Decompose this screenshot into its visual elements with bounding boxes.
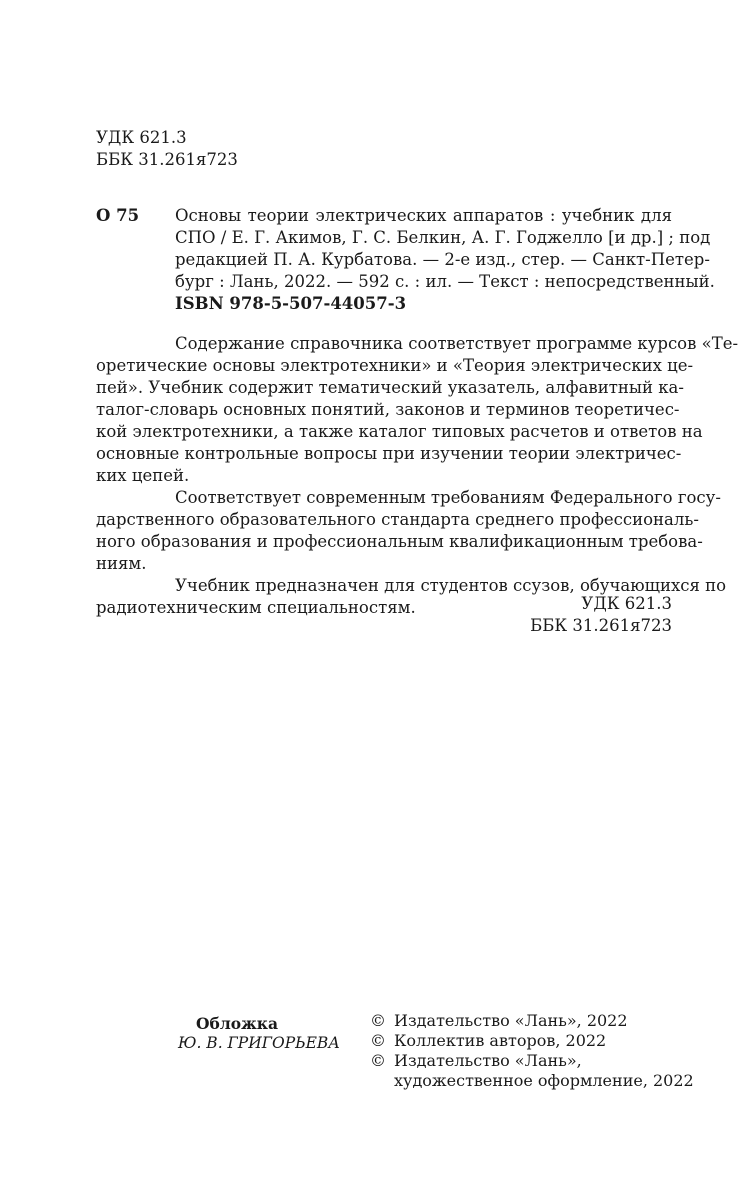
- copyright-line: [370, 1051, 582, 1071]
- bbk-code-bottom: ББК 31.261я723: [530, 616, 672, 635]
- abstract-line: радиотехническим специальностям.: [96, 598, 416, 617]
- biblio-line: бург : Лань, 2022. — 592 с. : ил. — Текст : непосредственный.: [175, 272, 715, 291]
- cover-label: Обложка: [196, 1014, 278, 1033]
- copyright-text: Издательство «Лань»,: [394, 1051, 582, 1070]
- abstract-line: дарственного образовательного стандарта среднего профессиональ-: [96, 510, 699, 529]
- abstract-line: оретические основы электротехники» и «Теория электрических це-: [96, 356, 694, 375]
- abstract-line: талог-словарь основных понятий, законов и терминов теоретичес-: [96, 400, 680, 419]
- copyright-line-continued: [394, 1071, 694, 1091]
- copyright-text: Коллектив авторов, 2022: [394, 1031, 607, 1050]
- abstract-line: Содержание справочника соответствует программе курсов «Те-: [175, 334, 739, 353]
- abstract-line: Учебник предназначен для студентов ссузов, обучающихся по: [175, 576, 727, 595]
- bbk-code-top: ББК 31.261я723: [96, 150, 238, 169]
- abstract: [96, 333, 739, 619]
- abstract-line: Соответствует современным требованиям Федерального госу-: [175, 488, 721, 507]
- copyright-line: [370, 1011, 628, 1031]
- copyright-icon: ©: [370, 1031, 386, 1050]
- abstract-line: ких цепей.: [96, 466, 190, 485]
- copyright-text: художественное оформление, 2022: [394, 1071, 694, 1090]
- bibliographic-record: [175, 205, 715, 293]
- abstract-line: ниям.: [96, 554, 147, 573]
- copyright-text: Издательство «Лань», 2022: [394, 1011, 628, 1030]
- biblio-line: редакцией П. А. Курбатова. — 2-е изд., стер. — Санкт-Петер-: [175, 250, 710, 269]
- biblio-line: Основы теории электрических аппаратов : учебник для: [175, 206, 672, 225]
- copyright-line: [370, 1031, 606, 1051]
- abstract-line: основные контрольные вопросы при изучении теории электричес-: [96, 444, 682, 463]
- cover-artist: Ю. В. ГРИГОРЬЕВА: [177, 1034, 341, 1052]
- copyright-icon: ©: [370, 1011, 386, 1030]
- copyright-icon: ©: [370, 1051, 386, 1070]
- abstract-line: кой электротехники, а также каталог типовых расчетов и ответов на: [96, 422, 703, 441]
- biblio-line: СПО / Е. Г. Акимов, Г. С. Белкин, А. Г. Годжелло [и др.] ; под: [175, 228, 711, 247]
- udk-code-bottom: УДК 621.3: [581, 594, 672, 613]
- author-mark: О 75: [96, 206, 140, 225]
- udk-code-top: УДК 621.3: [96, 128, 187, 147]
- isbn: ISBN 978-5-507-44057-3: [175, 294, 407, 313]
- abstract-line: пей». Учебник содержит тематический указатель, алфавитный ка-: [96, 378, 684, 397]
- abstract-line: ного образования и профессиональным квалификационным требова-: [96, 532, 703, 551]
